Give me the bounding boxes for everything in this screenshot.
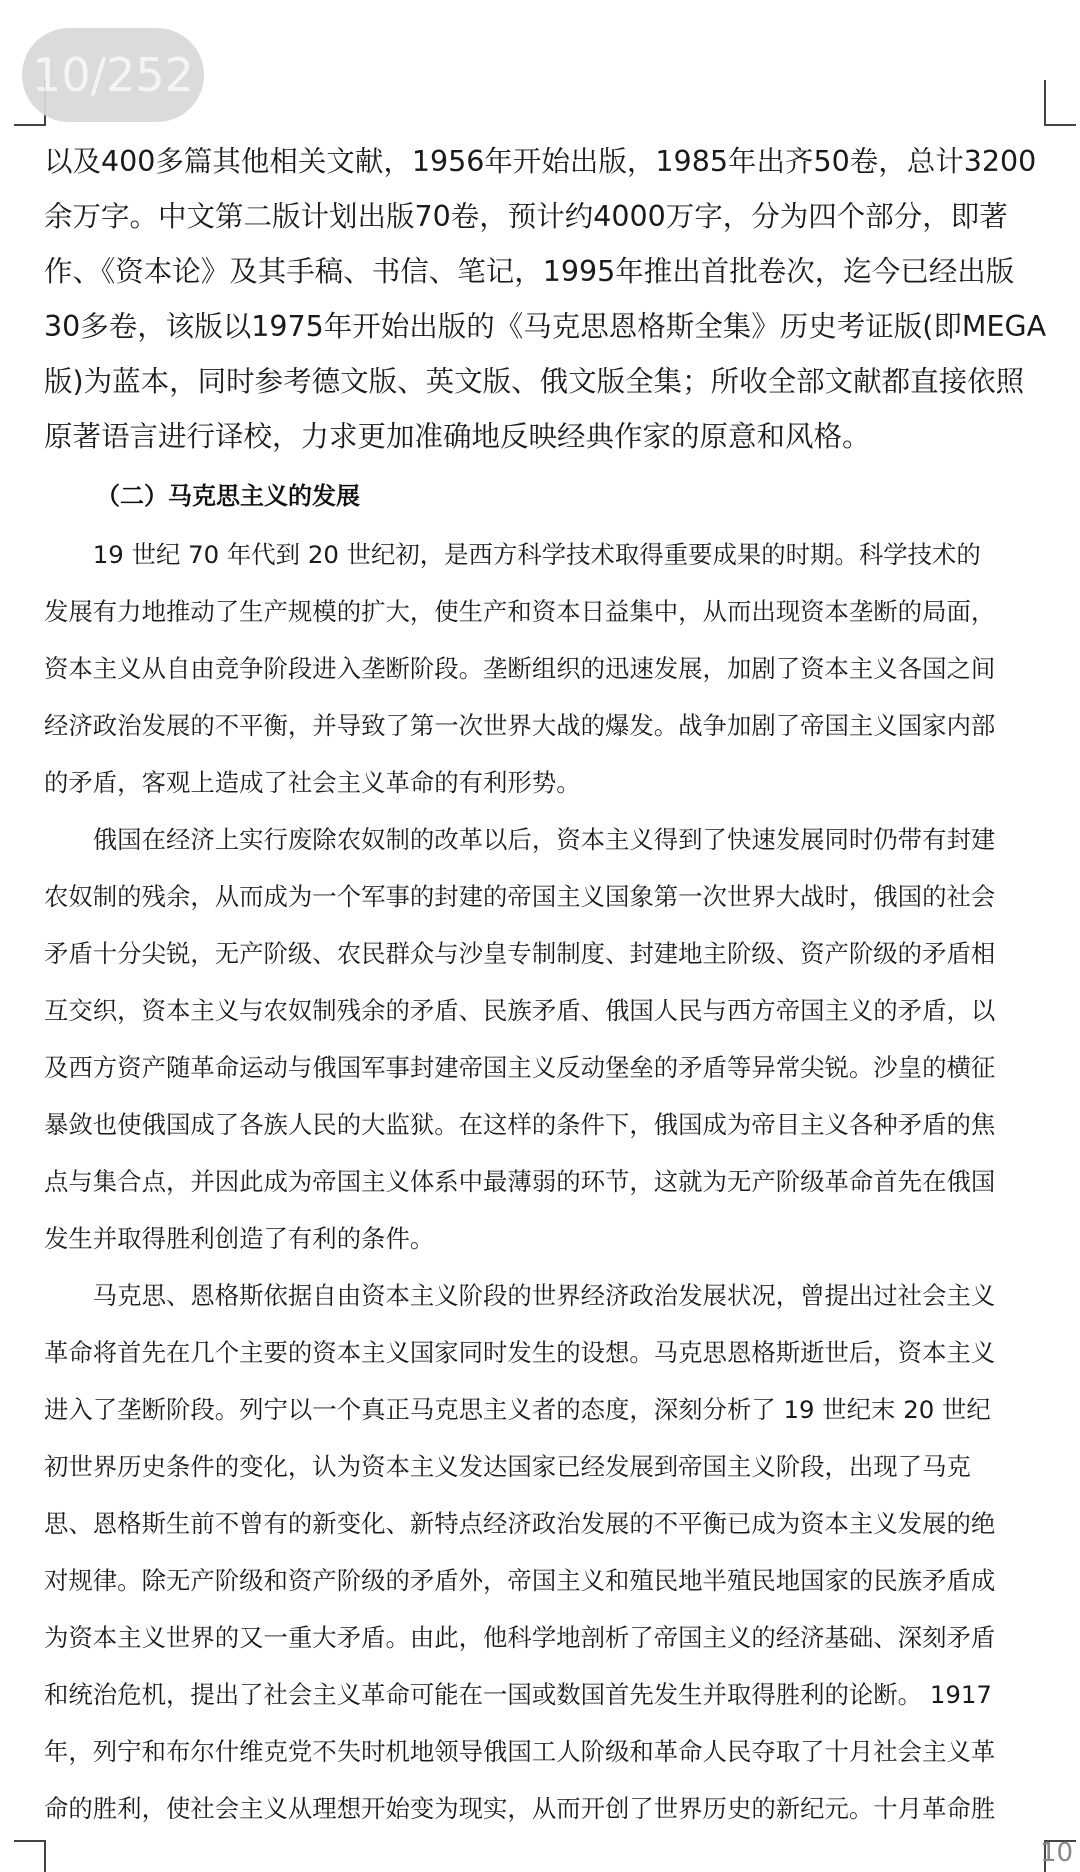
text-line: 为资本主义世界的又一重大矛盾。由此，他科学地剖析了帝国主义的经济基础、深刻矛盾 xyxy=(44,1623,996,1652)
text-line: 年，列宁和布尔什维克党不失时机地领导俄国工人阶级和革命人民夺取了十月社会主义革 xyxy=(44,1737,996,1766)
text-line: 30多卷，该版以1975年开始出版的《马克思恩格斯全集》历史考证版(即MEGA xyxy=(44,310,1047,343)
text-line: 命的胜利，使社会主义从理想开始变为现实，从而开创了世界历史的新纪元。十月革命胜 xyxy=(44,1794,996,1823)
section-heading: （二）马克思主义的发展 xyxy=(96,482,360,510)
text-line: 点与集合点，并因此成为帝国主义体系中最薄弱的环节，这就为无产阶级革命首先在俄国 xyxy=(44,1167,996,1196)
text-line: 思、恩格斯生前不曾有的新变化、新特点经济政治发展的不平衡已成为资本主义发展的绝 xyxy=(44,1509,996,1538)
crop-mark-bottom-left xyxy=(14,1840,46,1872)
text-line: 马克思、恩格斯依据自由资本主义阶段的世界经济政治发展状况，曾提出过社会主义 xyxy=(44,1281,996,1310)
crop-mark-top-right xyxy=(1044,80,1076,126)
text-line: 暴敛也使俄国成了各族人民的大监狱。在这样的条件下，俄国成为帝目主义各种矛盾的焦 xyxy=(44,1110,996,1139)
text-line: 19 世纪 70 年代到 20 世纪初，是西方科学技术取得重要成果的时期。科学技术的 xyxy=(44,540,981,569)
text-line: 发展有力地推动了生产规模的扩大，使生产和资本日益集中，从而出现资本垄断的局面， xyxy=(44,597,996,626)
text-line: 矛盾十分尖锐，无产阶级、农民群众与沙皇专制制度、封建地主阶级、资产阶级的矛盾相 xyxy=(44,939,996,968)
page-indicator-badge[interactable]: 10/252 xyxy=(22,28,204,122)
text-line: 互交织，资本主义与农奴制残余的矛盾、民族矛盾、俄国人民与西方帝国主义的矛盾，以 xyxy=(44,996,996,1025)
text-line: 原著语言进行译校，力求更加准确地反映经典作家的原意和风格。 xyxy=(44,420,871,453)
text-line: 资本主义从自由竞争阶段进入垄断阶段。垄断组织的迅速发展，加剧了资本主义各国之间 xyxy=(44,654,996,683)
footer-page-number: 10 xyxy=(1040,1838,1074,1868)
text-line: 和统治危机，提出了社会主义革命可能在一国或数国首先发生并取得胜利的论断。 1917 xyxy=(44,1680,992,1709)
text-line: 农奴制的残余，从而成为一个军事的封建的帝国主义国象第一次世界大战时，俄国的社会 xyxy=(44,882,996,911)
body-text xyxy=(44,526,1070,1837)
text-line: 版)为蓝本，同时参考德文版、英文版、俄文版全集；所收全部文献都直接依照 xyxy=(44,365,1025,398)
text-line: 经济政治发展的不平衡，并导致了第一次世界大战的爆发。战争加剧了帝国主义国家内部 xyxy=(44,711,996,740)
text-line: 革命将首先在几个主要的资本主义国家同时发生的设想。马克思恩格斯逝世后，资本主义 xyxy=(44,1338,996,1367)
text-block-continuation xyxy=(44,134,1070,464)
text-line: 余万字。中文第二版计划出版70卷，预计约4000万字，分为四个部分，即著 xyxy=(44,200,1008,233)
text-line: 及西方资产随革命运动与俄国军事封建帝国主义反动堡垒的矛盾等异常尖锐。沙皇的横征 xyxy=(44,1053,996,1082)
text-line: 的矛盾，客观上造成了社会主义革命的有利形势。 xyxy=(44,768,581,797)
text-line: 进入了垄断阶段。列宁以一个真正马克思主义者的态度，深刻分析了 19 世纪末 20 世纪 xyxy=(44,1395,991,1424)
text-line: 发生并取得胜利创造了有利的条件。 xyxy=(44,1224,435,1253)
text-line: 初世界历史条件的变化，认为资本主义发达国家已经发展到帝国主义阶段，出现了马克 xyxy=(44,1452,971,1481)
text-line: 对规律。除无产阶级和资产阶级的矛盾外，帝国主义和殖民地半殖民地国家的民族矛盾成 xyxy=(44,1566,996,1595)
text-line: 以及400多篇其他相关文献，1956年开始出版，1985年出齐50卷，总计3200 xyxy=(44,145,1037,178)
text-line: 作、《资本论》及其手稿、书信、笔记，1995年推出首批卷次，迄今已经出版 xyxy=(44,255,1015,288)
text-line: 俄国在经济上实行废除农奴制的改革以后，资本主义得到了快速发展同时仍带有封建 xyxy=(44,825,996,854)
